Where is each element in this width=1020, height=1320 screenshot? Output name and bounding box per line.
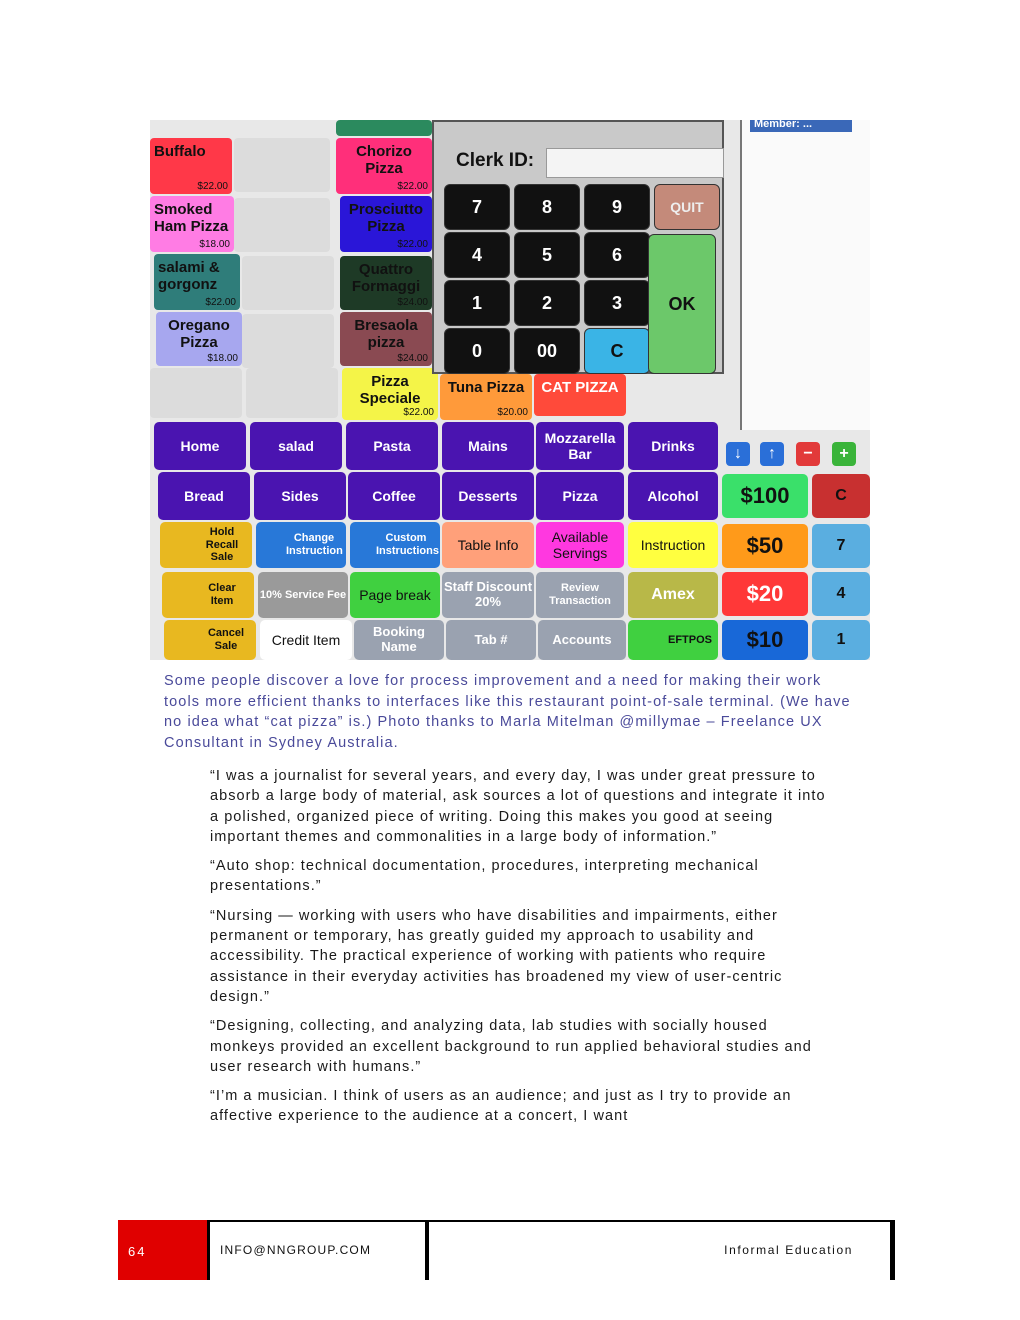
menu-item-oregano[interactable] [156,312,242,366]
cancel-sale-button[interactable] [164,620,256,660]
menu-item-price: $22.00 [397,239,428,250]
category-bread[interactable]: Bread [158,472,250,520]
menu-item-label: Bresaola pizza [354,317,418,351]
table-info-button[interactable]: Table Info [442,522,534,568]
button-label: Custom Instructions [376,532,439,557]
menu-item-label: Smoked Ham Pizza [154,201,229,235]
arrow-up-icon[interactable]: ↑ [760,442,784,466]
menu-item-label: Quattro Formaggi [351,261,421,295]
category-mozzarella-bar[interactable]: Mozzarella Bar [536,422,624,470]
quote-lab-studies: “Designing, collecting, and analyzing data, lab studies with socially housed monkeys provided an excellent background to run applied behavioral studies and user research with humans.” [210,1018,812,1075]
menu-item-label: Pizza Speciale [359,373,421,407]
menu-item-label: Tuna Pizza [447,379,525,396]
category-mains[interactable]: Mains [442,422,534,470]
footer-separator [425,1220,429,1280]
category-pasta[interactable]: Pasta [346,422,438,470]
key-6[interactable]: 6 [584,232,650,278]
ok-button[interactable]: OK [648,234,716,374]
side-key-1[interactable]: 1 [812,620,870,660]
menu-item-label: CAT PIZZA [541,379,619,396]
menu-item-price: $20.00 [497,407,528,418]
quote-list [210,766,830,1136]
menu-item-price: $18.00 [207,353,238,364]
plus-icon[interactable]: + [832,442,856,466]
available-servings-button[interactable]: Available Servings [536,522,624,568]
empty-cell [234,138,330,192]
empty-cell [242,314,334,368]
menu-item-prosciutto[interactable] [340,196,432,252]
photo-caption: Some people discover a love for process improvement and a need for making their work tools more efficient thanks to interfaces like this restaurant point-of-sale terminal. (We have no idea what “cat pizza” is.) Photo thanks to Marla Mitelman @millymae – Freelance UX Consultant in Sydney Australia. [164,673,851,751]
quote-nursing: “Nursing — working with users who have disabilities and impairments, either permanent or temporary, has greatly guided my approach to usability and accessibility. The practical experience of working with patients who require assistance in their everyday activities has broadened my view of user-centric design.” [210,907,783,1005]
footer-end-bar [890,1220,895,1280]
footer-email: INFO@NNGROUP.COM [220,1243,372,1257]
arrow-down-icon[interactable]: ↓ [726,442,750,466]
button-label: Hold Recall Sale [205,526,239,564]
key-8[interactable]: 8 [514,184,580,230]
page-number: 64 [128,1244,147,1259]
menu-item-buffalo[interactable] [150,138,232,194]
clerk-id-input[interactable] [546,148,724,178]
empty-cell [242,256,334,310]
cash-100-button[interactable]: $100 [722,474,808,518]
cash-20-button[interactable]: $20 [722,572,808,616]
menu-item-smoked-ham[interactable] [150,196,234,252]
page-footer [118,1220,895,1280]
menu-item-price: $22.00 [397,181,428,192]
menu-item-price: $18.00 [199,239,230,250]
menu-item-label: Buffalo [154,143,206,160]
custom-instructions-button[interactable] [350,522,440,568]
footer-section-title: Informal Education [724,1243,853,1257]
page-number-box [118,1220,210,1280]
menu-item-label: Prosciutto Pizza [348,201,424,235]
empty-cell [234,198,330,252]
hold-recall-sale-button[interactable] [160,522,252,568]
menu-item-quattro[interactable] [340,256,432,310]
key-0[interactable]: 0 [444,328,510,374]
menu-item-partial[interactable] [336,120,432,136]
empty-cell [150,368,242,418]
minus-icon[interactable]: − [796,442,820,466]
credit-item-button[interactable]: Credit Item [260,620,352,660]
key-3[interactable]: 3 [584,280,650,326]
key-00[interactable]: 00 [514,328,580,374]
footer-rule [118,1220,895,1222]
empty-cell [246,368,338,418]
category-desserts[interactable]: Desserts [442,472,534,520]
button-label: Clear Item [208,582,236,607]
menu-item-price: $22.00 [403,407,434,418]
menu-item-salami[interactable] [154,254,240,310]
key-7[interactable]: 7 [444,184,510,230]
key-1[interactable]: 1 [444,280,510,326]
menu-item-label: salami & gorgonz [158,259,220,293]
category-home[interactable]: Home [154,422,246,470]
clerk-id-label: Clerk ID: [456,150,535,171]
menu-item-speciale[interactable] [342,368,438,420]
menu-item-price: $22.00 [197,181,228,192]
change-instruction-button[interactable] [256,522,346,568]
side-key-7[interactable]: 7 [812,524,870,568]
quote-auto-shop: “Auto shop: technical documentation, procedures, interpreting mechanical presentations.” [210,858,759,895]
menu-item-bresaola[interactable] [340,312,432,366]
tab-button[interactable]: Tab # [446,620,536,660]
category-alcohol[interactable]: Alcohol [628,472,718,520]
member-panel [740,120,870,430]
button-label: Cancel Sale [207,627,245,652]
category-pizza[interactable]: Pizza [536,472,624,520]
key-5[interactable]: 5 [514,232,580,278]
category-sides[interactable]: Sides [254,472,346,520]
category-coffee[interactable]: Coffee [348,472,440,520]
cash-10-button[interactable]: $10 [722,620,808,660]
button-label: Change Instruction [286,532,343,557]
service-fee-button[interactable]: 10% Service Fee [258,572,348,618]
review-transaction-button[interactable]: Review Transaction [536,572,624,618]
accounts-button[interactable]: Accounts [538,620,626,660]
cash-50-button[interactable]: $50 [722,524,808,568]
quote-journalist: “I was a journalist for several years, and every day, I was under great pressure to absorb a large body of material, ask sources a lot of questions and integrate it into a polished, organized piece of writing. Doing this makes you good at seeing important themes and commonalities in a large body of information.” [210,768,826,845]
menu-item-price: $22.00 [205,297,236,308]
menu-item-price: $24.00 [397,353,428,364]
clerk-keypad [432,120,724,374]
category-salad[interactable]: salad [250,422,342,470]
menu-item-price: $24.00 [397,297,428,308]
button-label: EFTPOS [667,633,712,646]
quote-musician: “I’m a musician. I think of users as an audience; and just as I try to provide an affective experience to the audience at a concert, I want [210,1088,792,1125]
clear-item-button[interactable] [162,572,254,618]
menu-item-cat-pizza[interactable] [534,374,626,416]
panel-gap [724,374,740,434]
menu-item-chorizo[interactable] [336,138,432,194]
category-drinks[interactable]: Drinks [628,422,718,470]
staff-discount-button[interactable]: Staff Discount 20% [442,572,534,618]
menu-item-label: Chorizo Pizza [356,143,412,177]
side-key-4[interactable]: 4 [812,572,870,616]
booking-name-button[interactable]: Booking Name [354,620,444,660]
side-key-clear[interactable]: C [812,474,870,518]
pos-terminal-photo [150,120,870,660]
page-break-button[interactable]: Page break [350,572,440,618]
member-label: Member: ... [750,120,852,132]
key-clear[interactable]: C [584,328,650,374]
eftpos-button[interactable] [628,620,718,660]
key-2[interactable]: 2 [514,280,580,326]
menu-item-label: Oregano Pizza [168,317,230,351]
key-9[interactable]: 9 [584,184,650,230]
amex-button[interactable]: Amex [628,572,718,618]
quit-button[interactable]: QUIT [654,184,720,230]
instruction-button[interactable]: Instruction [628,522,718,568]
key-4[interactable]: 4 [444,232,510,278]
menu-item-tuna[interactable] [440,374,532,420]
